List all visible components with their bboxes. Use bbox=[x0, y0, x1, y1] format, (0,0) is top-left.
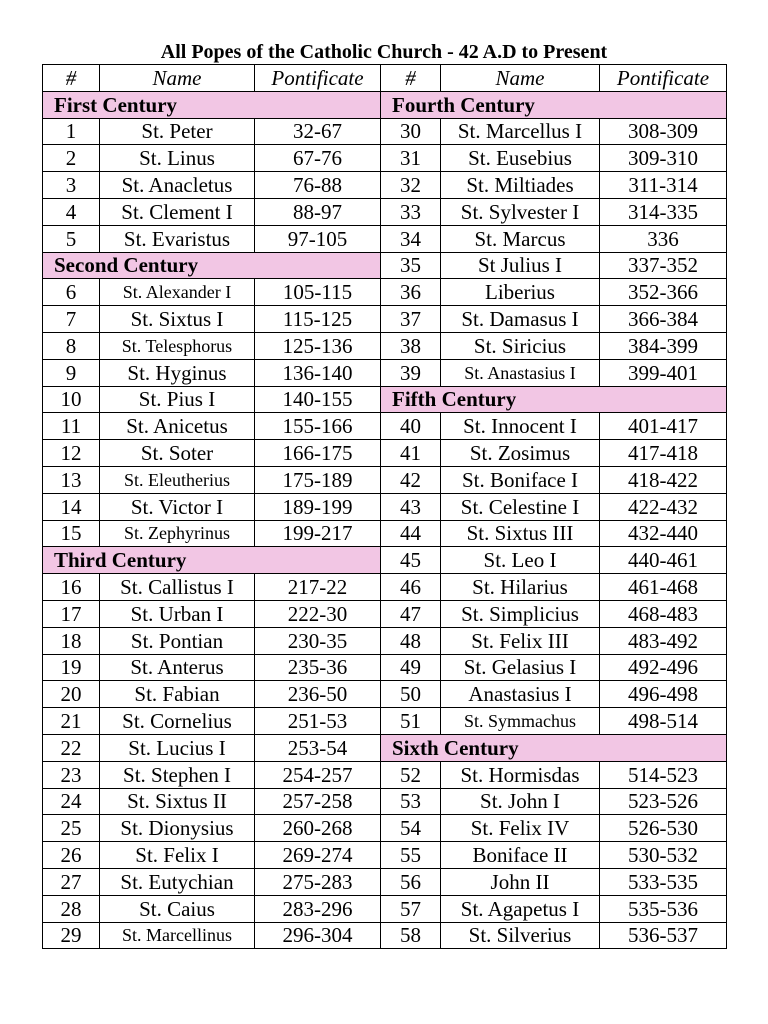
pope-number: 34 bbox=[381, 225, 441, 252]
pope-number: 44 bbox=[381, 520, 441, 547]
table-row bbox=[43, 118, 727, 145]
pontificate-years: 222-30 bbox=[255, 600, 381, 627]
pope-name: St. Sixtus II bbox=[100, 788, 255, 815]
pope-name: St. Miltiades bbox=[441, 172, 600, 199]
pope-name: St Julius I bbox=[441, 252, 600, 279]
header-name-left: Name bbox=[100, 65, 255, 92]
pope-name: St. Pius I bbox=[100, 386, 255, 413]
pontificate-years: 352-366 bbox=[600, 279, 727, 306]
pope-name: St. Fabian bbox=[100, 681, 255, 708]
pontificate-years: 492-496 bbox=[600, 654, 727, 681]
pontificate-years: 136-140 bbox=[255, 359, 381, 386]
table-row bbox=[43, 520, 727, 547]
pontificate-years: 530-532 bbox=[600, 842, 727, 869]
pope-number: 12 bbox=[43, 440, 100, 467]
table-row bbox=[43, 654, 727, 681]
table-row bbox=[43, 198, 727, 225]
pope-number: 11 bbox=[43, 413, 100, 440]
pontificate-years: 166-175 bbox=[255, 440, 381, 467]
table-row bbox=[43, 842, 727, 869]
header-pontificate-left: Pontificate bbox=[255, 65, 381, 92]
pope-number: 33 bbox=[381, 198, 441, 225]
pope-number: 47 bbox=[381, 600, 441, 627]
table-row bbox=[43, 815, 727, 842]
pope-number: 53 bbox=[381, 788, 441, 815]
pope-name: St. Innocent I bbox=[441, 413, 600, 440]
pontificate-years: 309-310 bbox=[600, 145, 727, 172]
table-row bbox=[43, 359, 727, 386]
pope-name: St. Symmachus bbox=[441, 708, 600, 735]
pope-number: 22 bbox=[43, 734, 100, 761]
pope-name: St. Hormisdas bbox=[441, 761, 600, 788]
table-row bbox=[43, 627, 727, 654]
pontificate-years: 535-536 bbox=[600, 895, 727, 922]
pope-number: 24 bbox=[43, 788, 100, 815]
pontificate-years: 296-304 bbox=[255, 922, 381, 949]
pontificate-years: 523-526 bbox=[600, 788, 727, 815]
table-row bbox=[43, 91, 727, 118]
pope-number: 46 bbox=[381, 574, 441, 601]
pontificate-years: 366-384 bbox=[600, 306, 727, 333]
pope-number: 16 bbox=[43, 574, 100, 601]
pope-name: St. Dionysius bbox=[100, 815, 255, 842]
table-row bbox=[43, 279, 727, 306]
pontificate-years: 199-217 bbox=[255, 520, 381, 547]
pope-name: St. Hilarius bbox=[441, 574, 600, 601]
pope-name: St. Celestine I bbox=[441, 493, 600, 520]
pope-name: St. Stephen I bbox=[100, 761, 255, 788]
pope-number: 10 bbox=[43, 386, 100, 413]
pontificate-years: 236-50 bbox=[255, 681, 381, 708]
pontificate-years: 384-399 bbox=[600, 332, 727, 359]
pope-number: 17 bbox=[43, 600, 100, 627]
pontificate-years: 311-314 bbox=[600, 172, 727, 199]
pope-number: 19 bbox=[43, 654, 100, 681]
pontificate-years: 432-440 bbox=[600, 520, 727, 547]
pontificate-years: 496-498 bbox=[600, 681, 727, 708]
header-name-right: Name bbox=[441, 65, 600, 92]
table-row bbox=[43, 172, 727, 199]
pope-name: St. Sixtus I bbox=[100, 306, 255, 333]
pope-name: St. Alexander I bbox=[100, 279, 255, 306]
pope-name: St. Eutychian bbox=[100, 868, 255, 895]
pontificate-years: 260-268 bbox=[255, 815, 381, 842]
pope-name: St. Anacletus bbox=[100, 172, 255, 199]
pope-name: St. Pontian bbox=[100, 627, 255, 654]
century-heading: Fifth Century bbox=[381, 386, 727, 413]
pope-name: St. Lucius I bbox=[100, 734, 255, 761]
pontificate-years: 235-36 bbox=[255, 654, 381, 681]
table-body bbox=[43, 91, 727, 949]
popes-table bbox=[42, 64, 727, 949]
pope-number: 5 bbox=[43, 225, 100, 252]
table-row bbox=[43, 306, 727, 333]
pope-number: 50 bbox=[381, 681, 441, 708]
pope-name: St. Felix III bbox=[441, 627, 600, 654]
pontificate-years: 251-53 bbox=[255, 708, 381, 735]
table-row bbox=[43, 868, 727, 895]
pope-number: 18 bbox=[43, 627, 100, 654]
century-heading: Third Century bbox=[43, 547, 381, 574]
table-row bbox=[43, 440, 727, 467]
pope-name: St. Soter bbox=[100, 440, 255, 467]
pope-name: St. Sixtus III bbox=[441, 520, 600, 547]
pope-number: 27 bbox=[43, 868, 100, 895]
pope-name: Liberius bbox=[441, 279, 600, 306]
pope-number: 40 bbox=[381, 413, 441, 440]
century-heading: Fourth Century bbox=[381, 91, 727, 118]
table-row bbox=[43, 466, 727, 493]
pontificate-years: 417-418 bbox=[600, 440, 727, 467]
pope-number: 58 bbox=[381, 922, 441, 949]
pope-number: 57 bbox=[381, 895, 441, 922]
pontificate-years: 105-115 bbox=[255, 279, 381, 306]
table-row bbox=[43, 922, 727, 949]
page-title: All Popes of the Catholic Church - 42 A.D to Present bbox=[160, 41, 608, 63]
table-row bbox=[43, 332, 727, 359]
pope-name: St. Zephyrinus bbox=[100, 520, 255, 547]
pope-number: 2 bbox=[43, 145, 100, 172]
pontificate-years: 254-257 bbox=[255, 761, 381, 788]
pope-name: John II bbox=[441, 868, 600, 895]
header-number-left: # bbox=[43, 65, 100, 92]
pope-number: 52 bbox=[381, 761, 441, 788]
pope-number: 21 bbox=[43, 708, 100, 735]
pontificate-years: 399-401 bbox=[600, 359, 727, 386]
pope-number: 30 bbox=[381, 118, 441, 145]
pontificate-years: 189-199 bbox=[255, 493, 381, 520]
table-row bbox=[43, 788, 727, 815]
pope-name: St. Siricius bbox=[441, 332, 600, 359]
pope-name: St. Damasus I bbox=[441, 306, 600, 333]
pontificate-years: 140-155 bbox=[255, 386, 381, 413]
table-row bbox=[43, 252, 727, 279]
pontificate-years: 536-537 bbox=[600, 922, 727, 949]
header-number-right: # bbox=[381, 65, 441, 92]
pope-name: St. Cornelius bbox=[100, 708, 255, 735]
table-row bbox=[43, 386, 727, 413]
pope-number: 4 bbox=[43, 198, 100, 225]
pontificate-years: 533-535 bbox=[600, 868, 727, 895]
pontificate-years: 283-296 bbox=[255, 895, 381, 922]
pope-number: 23 bbox=[43, 761, 100, 788]
pope-name: St. Sylvester I bbox=[441, 198, 600, 225]
table-row bbox=[43, 734, 727, 761]
table-row bbox=[43, 413, 727, 440]
pope-name: St. Eleutherius bbox=[100, 466, 255, 493]
pontificate-years: 155-166 bbox=[255, 413, 381, 440]
pope-number: 1 bbox=[43, 118, 100, 145]
pope-name: St. Simplicius bbox=[441, 600, 600, 627]
table-row bbox=[43, 761, 727, 788]
table-row bbox=[43, 547, 727, 574]
pope-number: 49 bbox=[381, 654, 441, 681]
pope-name: St. Urban I bbox=[100, 600, 255, 627]
pope-name: St. Silverius bbox=[441, 922, 600, 949]
pope-number: 39 bbox=[381, 359, 441, 386]
pontificate-years: 308-309 bbox=[600, 118, 727, 145]
pope-number: 41 bbox=[381, 440, 441, 467]
pope-number: 32 bbox=[381, 172, 441, 199]
pope-name: St. Boniface I bbox=[441, 466, 600, 493]
pope-name: St. Zosimus bbox=[441, 440, 600, 467]
pontificate-years: 32-67 bbox=[255, 118, 381, 145]
pontificate-years: 115-125 bbox=[255, 306, 381, 333]
pope-name: St. Marcellinus bbox=[100, 922, 255, 949]
pontificate-years: 461-468 bbox=[600, 574, 727, 601]
pontificate-years: 88-97 bbox=[255, 198, 381, 225]
pontificate-years: 253-54 bbox=[255, 734, 381, 761]
pontificate-years: 422-432 bbox=[600, 493, 727, 520]
header-row bbox=[43, 65, 727, 92]
pope-number: 14 bbox=[43, 493, 100, 520]
pontificate-years: 440-461 bbox=[600, 547, 727, 574]
pope-name: St. Gelasius I bbox=[441, 654, 600, 681]
pontificate-years: 514-523 bbox=[600, 761, 727, 788]
century-heading: Sixth Century bbox=[381, 734, 727, 761]
pope-name: Anastasius I bbox=[441, 681, 600, 708]
table-row bbox=[43, 493, 727, 520]
pope-name: St. Callistus I bbox=[100, 574, 255, 601]
pope-name: St. Peter bbox=[100, 118, 255, 145]
table-row bbox=[43, 600, 727, 627]
pope-number: 43 bbox=[381, 493, 441, 520]
pope-number: 25 bbox=[43, 815, 100, 842]
pope-number: 26 bbox=[43, 842, 100, 869]
pontificate-years: 230-35 bbox=[255, 627, 381, 654]
pope-name: St. Agapetus I bbox=[441, 895, 600, 922]
pontificate-years: 97-105 bbox=[255, 225, 381, 252]
pope-number: 29 bbox=[43, 922, 100, 949]
pope-name: St. Hyginus bbox=[100, 359, 255, 386]
pope-number: 35 bbox=[381, 252, 441, 279]
pope-number: 6 bbox=[43, 279, 100, 306]
pontificate-years: 498-514 bbox=[600, 708, 727, 735]
pope-number: 37 bbox=[381, 306, 441, 333]
pontificate-years: 269-274 bbox=[255, 842, 381, 869]
pope-name: St. Evaristus bbox=[100, 225, 255, 252]
pope-name: Boniface II bbox=[441, 842, 600, 869]
pontificate-years: 526-530 bbox=[600, 815, 727, 842]
table-row bbox=[43, 895, 727, 922]
pope-number: 13 bbox=[43, 466, 100, 493]
pope-number: 42 bbox=[381, 466, 441, 493]
table-row bbox=[43, 681, 727, 708]
pope-number: 51 bbox=[381, 708, 441, 735]
pope-name: St. Felix IV bbox=[441, 815, 600, 842]
pontificate-years: 336 bbox=[600, 225, 727, 252]
table-row bbox=[43, 225, 727, 252]
pope-name: St. Anicetus bbox=[100, 413, 255, 440]
pope-number: 48 bbox=[381, 627, 441, 654]
pontificate-years: 468-483 bbox=[600, 600, 727, 627]
pope-name: St. Eusebius bbox=[441, 145, 600, 172]
pope-number: 20 bbox=[43, 681, 100, 708]
pope-name: St. Victor I bbox=[100, 493, 255, 520]
pontificate-years: 217-22 bbox=[255, 574, 381, 601]
pope-name: St. Telesphorus bbox=[100, 332, 255, 359]
pontificate-years: 483-492 bbox=[600, 627, 727, 654]
pope-number: 36 bbox=[381, 279, 441, 306]
century-heading: First Century bbox=[43, 91, 381, 118]
pope-number: 28 bbox=[43, 895, 100, 922]
pope-number: 54 bbox=[381, 815, 441, 842]
pope-name: St. Leo I bbox=[441, 547, 600, 574]
pope-number: 9 bbox=[43, 359, 100, 386]
pope-number: 31 bbox=[381, 145, 441, 172]
pope-name: St. Clement I bbox=[100, 198, 255, 225]
pontificate-years: 337-352 bbox=[600, 252, 727, 279]
pope-number: 55 bbox=[381, 842, 441, 869]
pontificate-years: 257-258 bbox=[255, 788, 381, 815]
pope-name: St. Marcellus I bbox=[441, 118, 600, 145]
pontificate-years: 275-283 bbox=[255, 868, 381, 895]
table-row bbox=[43, 574, 727, 601]
pope-number: 8 bbox=[43, 332, 100, 359]
pope-name: St. Anterus bbox=[100, 654, 255, 681]
pope-name: St. Anastasius I bbox=[441, 359, 600, 386]
pontificate-years: 314-335 bbox=[600, 198, 727, 225]
pope-name: St. Marcus bbox=[441, 225, 600, 252]
table-row bbox=[43, 145, 727, 172]
table-row bbox=[43, 708, 727, 735]
pope-number: 15 bbox=[43, 520, 100, 547]
pontificate-years: 76-88 bbox=[255, 172, 381, 199]
pontificate-years: 418-422 bbox=[600, 466, 727, 493]
century-heading: Second Century bbox=[43, 252, 381, 279]
pope-name: St. Felix I bbox=[100, 842, 255, 869]
pontificate-years: 401-417 bbox=[600, 413, 727, 440]
pontificate-years: 67-76 bbox=[255, 145, 381, 172]
pope-name: St. Caius bbox=[100, 895, 255, 922]
pope-number: 7 bbox=[43, 306, 100, 333]
pontificate-years: 125-136 bbox=[255, 332, 381, 359]
header-pontificate-right: Pontificate bbox=[600, 65, 727, 92]
pope-number: 38 bbox=[381, 332, 441, 359]
pope-name: St. John I bbox=[441, 788, 600, 815]
pontificate-years: 175-189 bbox=[255, 466, 381, 493]
pope-number: 45 bbox=[381, 547, 441, 574]
pope-number: 3 bbox=[43, 172, 100, 199]
pope-number: 56 bbox=[381, 868, 441, 895]
pope-name: St. Linus bbox=[100, 145, 255, 172]
